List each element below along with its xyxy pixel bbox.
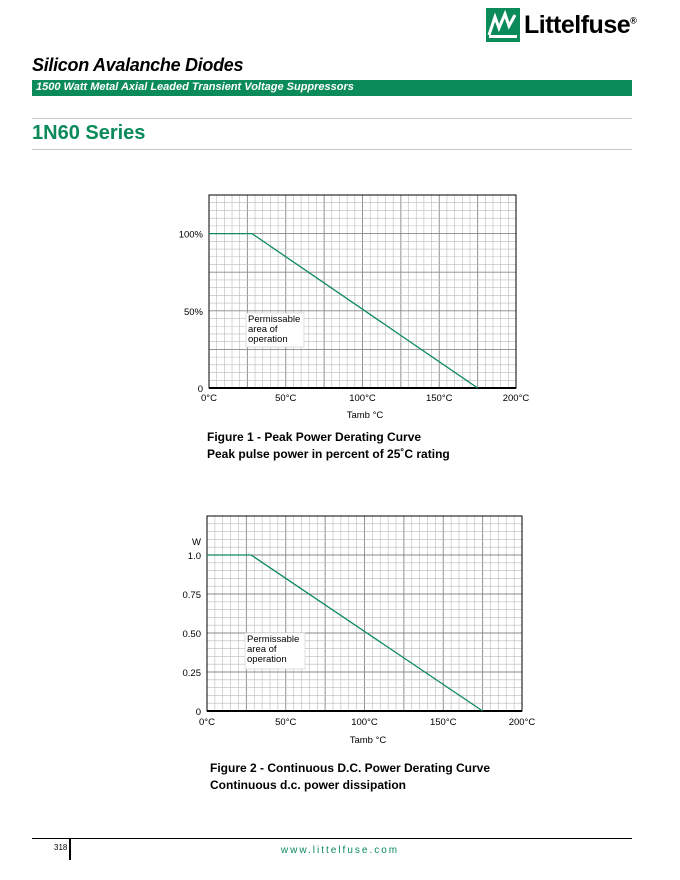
annotation-text-line: operation	[248, 334, 288, 345]
chart-x-tick-label: 200°C	[508, 717, 536, 728]
figure-1-caption-subtitle: Peak pulse power in percent of 25˚C rating	[207, 447, 450, 461]
chart-x-tick-label: 50°C	[275, 717, 297, 728]
footer-url[interactable]: www.littelfuse.com	[280, 845, 400, 856]
annotation-text-line: area of	[247, 644, 277, 655]
annotation-text-line: Permissable	[248, 314, 301, 325]
figure-1-caption	[207, 429, 450, 463]
chart-y-tick-label: 100%	[178, 229, 203, 241]
chart-y-tick-label: 50%	[183, 306, 203, 318]
chart-y-tick-label: 0.75	[182, 590, 201, 601]
chart-x-tick-label: 150°C	[425, 393, 453, 404]
chart-x-tick-label: 150°C	[429, 717, 457, 728]
figure-2-caption-subtitle: Continuous d.c. power dissipation	[210, 778, 407, 792]
chart-y-tick-label: 0	[197, 384, 203, 395]
chart-x-axis-label: Tamb °C	[346, 410, 384, 421]
chart-y-tick-label: 1.0	[187, 551, 201, 562]
figure-2-caption	[210, 760, 490, 794]
chart-y-tick-label: 0	[195, 707, 201, 718]
chart-1-group	[179, 195, 530, 421]
annotation-text-line: area of	[248, 324, 278, 335]
document-title: Silicon Avalanche Diodes	[32, 55, 244, 75]
brand-name: Littelfuse®	[524, 11, 637, 39]
chart-x-tick-label: 200°C	[502, 393, 530, 404]
chart-y-tick-label: 0.50	[182, 629, 201, 640]
chart-x-tick-label: 100°C	[349, 393, 376, 404]
chart-y-axis-label: W	[192, 537, 201, 548]
chart-x-tick-label: 0°C	[201, 393, 217, 404]
annotation-text-line: Permissable	[247, 634, 300, 645]
footer-rule	[32, 838, 632, 839]
page-number: 318	[54, 843, 68, 852]
chart-2-group	[183, 516, 536, 746]
chart-x-tick-label: 0°C	[199, 717, 215, 728]
figure-1-caption-title: Figure 1 - Peak Power Derating Curve	[207, 430, 422, 444]
annotation-text-line: operation	[247, 654, 287, 665]
subtitle-text: 1500 Watt Metal Axial Leaded Transient Voltage Suppressors	[36, 81, 354, 93]
chart-x-axis-label: Tamb °C	[349, 735, 387, 746]
chart-x-tick-label: 100°C	[351, 717, 378, 728]
chart-x-tick-label: 50°C	[275, 393, 297, 404]
figure-2-caption-title: Figure 2 - Continuous D.C. Power Derating Curve	[210, 761, 491, 775]
series-title: 1N60 Series	[32, 122, 146, 144]
chart-y-tick-label: 0.25	[182, 668, 201, 679]
